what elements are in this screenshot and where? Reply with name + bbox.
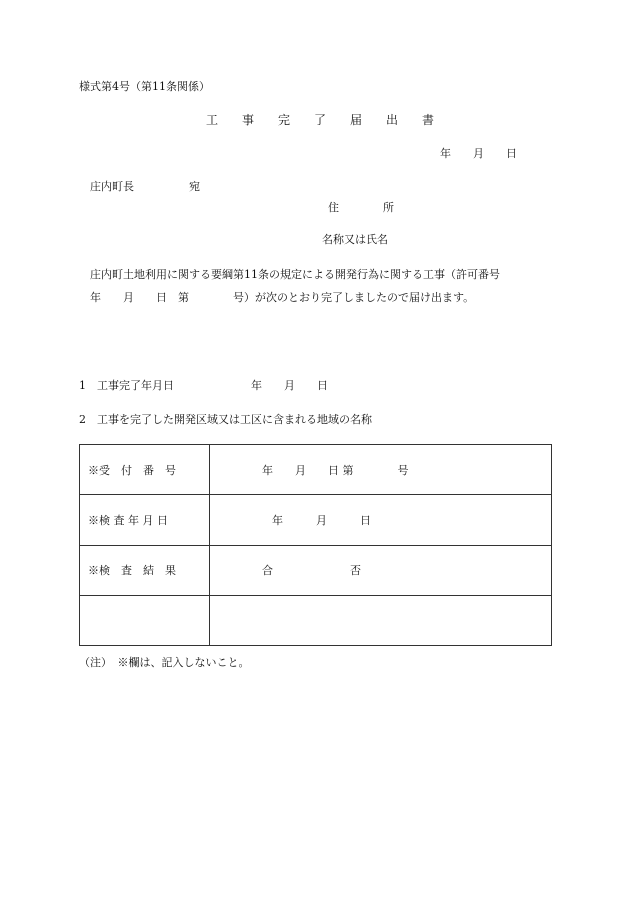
addressee: 庄内町長 宛 (90, 180, 200, 193)
blank-value-cell (210, 595, 552, 645)
body-text-line-1: 庄内町土地利用に関する要綱第11条の規定による開発行為に関する工事（許可番号 (90, 268, 500, 281)
submission-date: 年 月 日 (440, 147, 517, 160)
item-area-name: 2 工事を完了した開発区域又は工区に含まれる地域の名称 (79, 413, 372, 426)
inspection-date-value: 年 月 日 (272, 513, 371, 527)
table-row (80, 545, 552, 595)
applicant-address-label: 住 所 (328, 201, 394, 214)
inspection-date-label: ※検 査 年 月 日 (80, 495, 210, 545)
table-row (80, 595, 552, 645)
reception-number-cell (210, 445, 552, 495)
table-row (80, 495, 552, 545)
inspection-result-label: ※検 査 結 果 (80, 545, 210, 595)
reception-number-value: 年 月 日 第 号 (262, 463, 409, 477)
document-title: 工 事 完 了 届 出 書 (206, 113, 435, 127)
item-completion-date: 1 工事完了年月日 年 月 日 (79, 379, 328, 392)
inspection-result-value: 合 否 (262, 564, 361, 578)
blank-label-cell (80, 595, 210, 645)
form-number: 様式第4号（第11条関係） (79, 80, 210, 93)
inspection-date-cell (210, 495, 552, 545)
footnote: （注） ※欄は、記入しないこと。 (79, 656, 250, 669)
table-row (80, 445, 552, 495)
inspection-result-cell (210, 545, 552, 595)
applicant-name-label: 名称又は氏名 (322, 233, 388, 246)
reception-number-label: ※受 付 番 号 (80, 445, 210, 495)
office-use-table (79, 444, 552, 646)
body-text-line-2: 年 月 日 第 号）が次のとおり完了しましたので届け出ます。 (90, 291, 475, 304)
